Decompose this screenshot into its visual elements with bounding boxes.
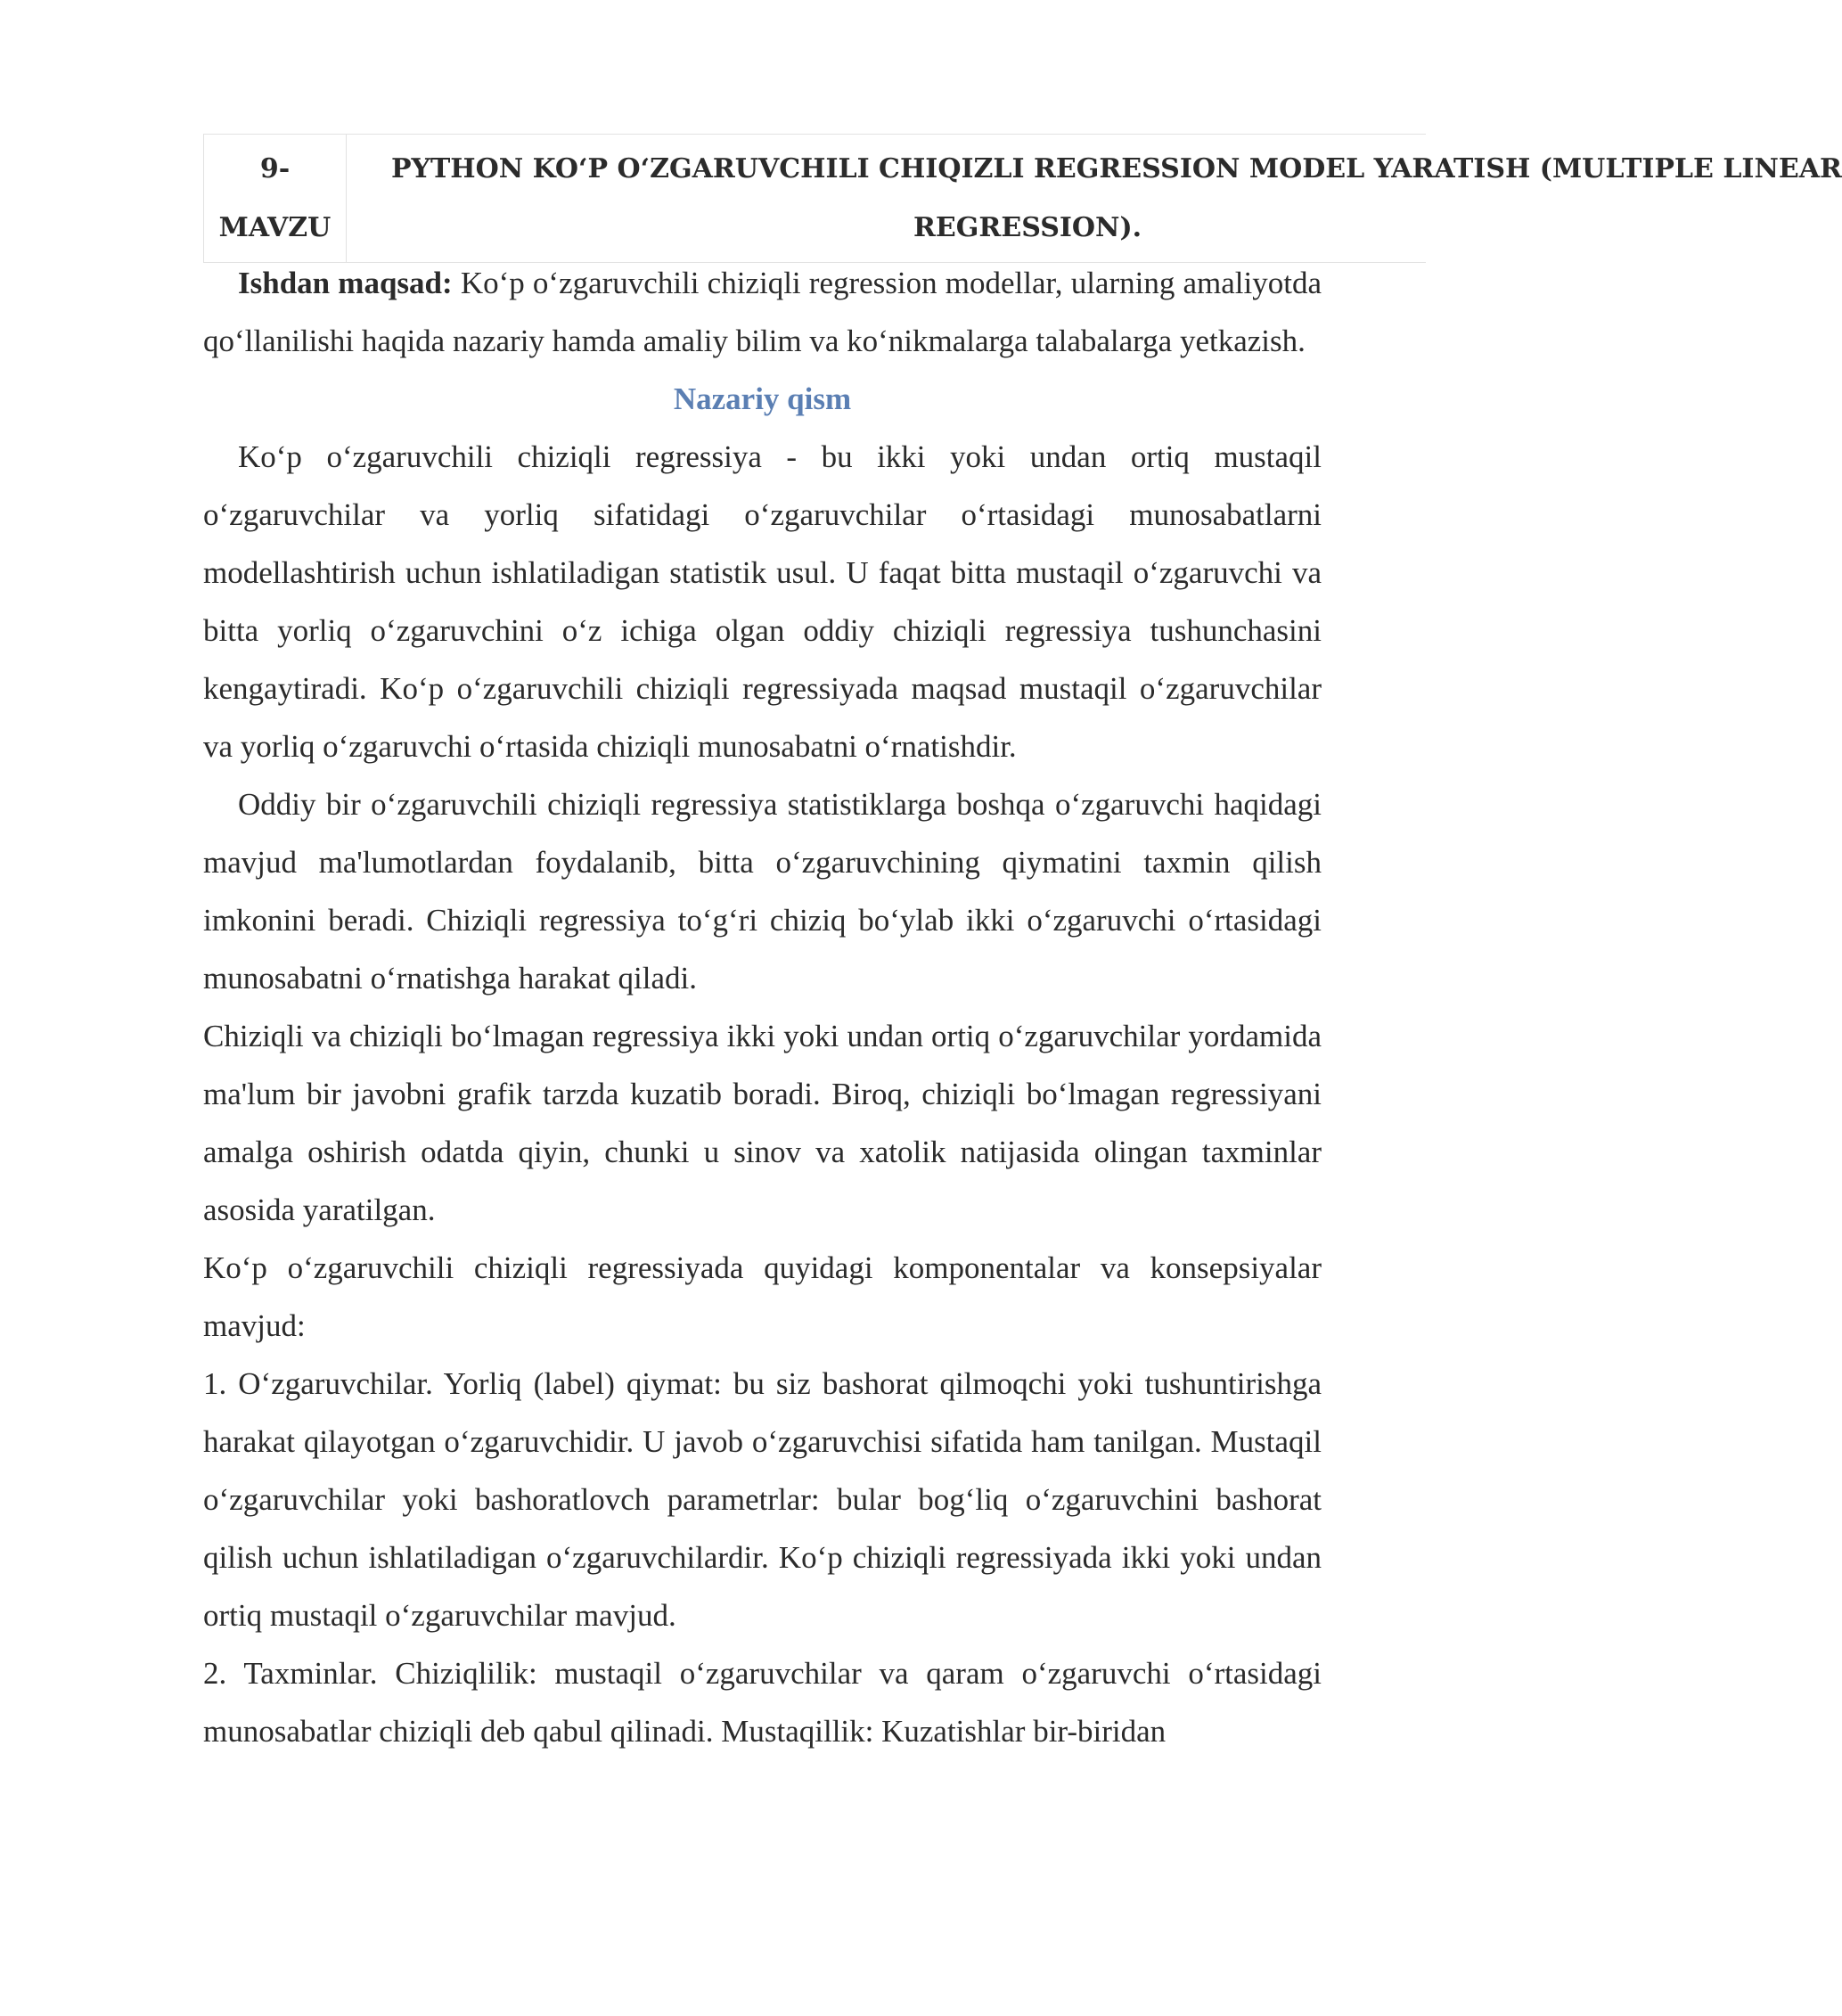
body-paragraph-3: Chiziqli va chiziqli bo‘lmagan regressiya ikki yoki undan ortiq o‘zgaruvchilar yordamida ma'lum bir javobni grafik tarzda kuzatib boradi. Biroq, chiziqli bo‘lmagan regressiyani amalga oshirish odatda qiyin, chunki u sinov va xatolik natijasida olingan taxminlar asosida yaratilgan. — [203, 1019, 1322, 1227]
topic-title-line1: PYTHON KO‘P O‘ZGARUVCHILI CHIQIZLI REGRESSION MODEL YARATISH (MULTIPLE LINEAR — [391, 153, 1842, 184]
goal-label: Ishdan maqsad: — [238, 266, 453, 300]
list-item-1: 1. O‘zgaruvchilar. Yorliq (label) qiymat: bu siz bashorat qilmoqchi yoki tushuntirishga harakat qilayotgan o‘zgaruvchidir. U javob o‘zgaruvchisi sifatida ham tanilgan. Mustaqil o‘zgaruvchilar yoki bashoratlovch parametrlar: bular bog‘liq o‘zgaruvchini bashorat qilish uchun ishlatiladigan o‘zgaruvchilardir. Ko‘p chiziqli regressiyada ikki yoki undan ortiq mustaqil o‘zgaruvchilar mavjud. — [203, 1366, 1322, 1633]
document-body — [203, 254, 1322, 1760]
body-paragraph-1: Ko‘p o‘zgaruvchili chiziqli regressiya - bu ikki yoki undan ortiq mustaqil o‘zgaruvchilar va yorliq sifatidagi o‘zgaruvchilar o‘rtasidagi munosabatlarni modellashtirish uchun ishlatiladigan statistik usul. U faqat bitta mustaqil o‘zgaruvchi va bitta yorliq o‘zgaruvchini o‘z ichiga olgan oddiy chiziqli regressiya tushunchasini kengaytiradi. Ko‘p o‘zgaruvchili chiziqli regressiyada maqsad mustaqil o‘zgaruvchilar va yorliq o‘zgaruvchi o‘rtasida chiziqli munosabatni o‘rnatishdir. — [203, 439, 1322, 764]
topic-label: MAVZU — [218, 212, 332, 243]
topic-header-table — [203, 134, 1842, 263]
topic-number: 9- — [259, 153, 291, 184]
list-item-2: 2. Taxminlar. Chiziqlilik: mustaqil o‘zgaruvchilar va qaram o‘zgaruvchi o‘rtasidagi munosabatlar chiziqli deb qabul qilinadi. Mustaqillik: Kuzatishlar bir-biridan — [203, 1656, 1322, 1749]
section-heading: Nazariy qism — [673, 381, 852, 416]
body-paragraph-4: Ko‘p o‘zgaruvchili chiziqli regressiyada quyidagi komponentalar va konsepsiyalar mavjud: — [203, 1250, 1322, 1343]
goal-text: Ko‘p o‘zgaruvchili chiziqli regression modellar, ularning amaliyotda qo‘llanilishi haqida nazariy hamda amaliy bilim va ko‘nikmalarga talabalarga yetkazish. — [203, 266, 1322, 358]
body-paragraph-2: Oddiy bir o‘zgaruvchili chiziqli regressiya statistiklarga boshqa o‘zgaruvchi haqidagi mavjud ma'lumotlardan foydalanib, bitta o‘zgaruvchining qiymatini taxmin qilish imkonini beradi. Chiziqli regressiya to‘g‘ri chiziq bo‘ylab ikki o‘zgaruvchi o‘rtasidagi munosabatni o‘rnatishga harakat qiladi. — [203, 787, 1322, 996]
goal-paragraph — [203, 254, 1322, 370]
topic-number-cell — [204, 135, 347, 262]
topic-title-line2: REGRESSION). — [913, 212, 1142, 243]
